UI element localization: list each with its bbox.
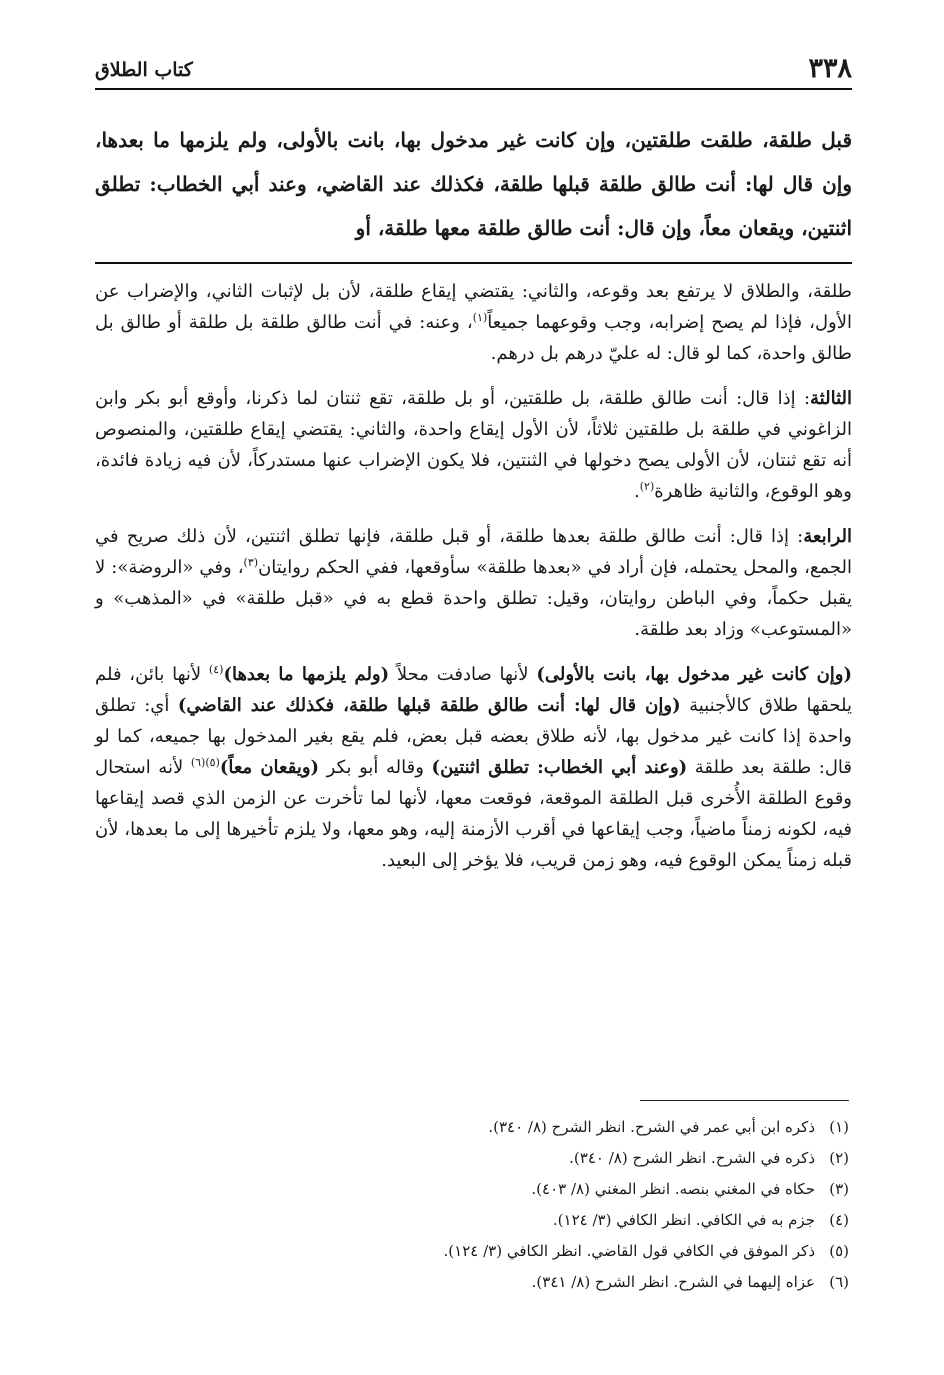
- footnote-ref-4: (٤): [208, 663, 224, 676]
- footnote-ref-5-6: (٥)(٦): [190, 756, 220, 769]
- page-number: ٣٣٨: [808, 53, 852, 84]
- main-text: قبل طلقة، طلقت طلقتين، وإن كانت غير مدخول بها، بانت بالأولى، ولم يلزمها ما بعدها، وإن قال لها: أنت طالق طلقة قبلها طلقة، فكذلك عند القاضي، وعند أبي الخطاب: تطلق اثنتين، ويقعان معاً، وإن قال: أنت طالق طلقة معها طلقة، أو: [95, 128, 852, 240]
- quoted-matn-4: (وعند أبي الخطاب: تطلق اثنتين): [431, 757, 688, 778]
- quoted-matn-2: (ولم يلزمها ما بعدها): [223, 664, 390, 685]
- commentary-paragraph-2: الثالثة: إذا قال: أنت طالق طلقة، بل طلقتين، أو بل طلقة، تقع ثنتان لما ذكرنا، وأوقع أبو بكر وابن الزاغوني في طلقة بل طلقتين ثلاثاً، لأن الأول إيقاع واحدة، والثاني: يقتضي إيقاع طلقتين، والمنصوص أنه تقع ثنتان، لأن الأولى يصح دخولها في الثنتين، فلا يكون الإضراب عنها مستدركاً، لأن فيه زيادة فائدة، وهو الوقوع، والثانية ظاهرة$^{(٢)}$.: [95, 388, 852, 502]
- footnotes: [95, 1112, 849, 1298]
- main-text-divider: [95, 262, 852, 264]
- quoted-matn-1: (وإن كانت غير مدخول بها، بانت بالأولى): [536, 664, 852, 685]
- commentary: [95, 276, 852, 890]
- page-header: [95, 52, 852, 90]
- footnote: (٤)جزم به في الكافي. انظر الكافي (٣/ ١٢٤).: [552, 1211, 849, 1229]
- quoted-matn-3: (وإن قال لها: أنت طالق طلقة قبلها طلقة، فكذلك عند القاضي): [177, 695, 681, 716]
- quoted-matn-5: (ويقعان معاً): [219, 757, 320, 778]
- footnote: (٥)ذكر الموفق في الكافي قول القاضي. انظر الكافي (٣/ ١٢٤).: [443, 1242, 849, 1260]
- footnote: (٣)حكاه في المغني بنصه. انظر المغني (٨/ ٤٠٣).: [531, 1180, 849, 1198]
- footnote-ref-3: (٣): [243, 556, 259, 569]
- footnote-ref-2: (٢): [639, 480, 655, 493]
- commentary-paragraph-3: الرابعة: إذا قال: أنت طالق طلقة بعدها طلقة، أو قبل طلقة، فإنها تطلق اثنتين، لأن ذلك صريح في الجمع، والمحل يحتمله، فإن أراد في «بعدها طلقة» سأوقعها، ففي الحكم روايتان$^{(٣)}$، وفي «الروضة»: لا يقبل حكماً، وفي الباطن روايتان، وقيل: تطلق واحدة قطع به في «قبل طلقة» في «المذهب» و «المستوعب» وزاد بعد طلقة.: [95, 526, 852, 640]
- section-label-third: الثالثة: [810, 388, 852, 409]
- footnote-ref-1: (١): [472, 311, 488, 324]
- running-title: كتاب الطلاق: [95, 59, 193, 81]
- footnote-divider: [640, 1100, 849, 1101]
- commentary-paragraph-4: (وإن كانت غير مدخول بها، بانت بالأولى) لأنها صادفت محلاً (ولم يلزمها ما بعدها)$^{(٤)}$ لأنها بائن، فلم يلحقها طلاق كالأجنبية (وإن قال لها: أنت طالق طلقة قبلها طلقة، فكذلك عند القاضي) أي: تطلق واحدة إذا كانت غير مدخول بها، لأنه طلاق بعضه قبل بعض، فلم يقع بغير المدخول بها جميعه، كما لو قال: طلقة بعد طلقة (وعند أبي الخطاب: تطلق اثنتين) وقاله أبو بكر (ويقعان معاً)$^{(٥)(٦)}$ لأنه استحال وقوع الطلقة الأُخرى قبل الطلقة الموقعة، فوقعت معها، لأنها لما تأخرت عن الزمن الذي قصد إيقاعها فيه، لكونه زمناً ماضياً، وجب إيقاعها في أقرب الأزمنة إليه، وهو معها، ولا يلزم تأخيرها إلى ما بعدها، لأن قبله زمناً يمكن الوقوع فيه، وهو زمن قريب، فلا يؤخر إلى البعيد.: [95, 663, 853, 871]
- footnote: (١)ذكره ابن أبي عمر في الشرح. انظر الشرح (٨/ ٣٤٠).: [488, 1118, 849, 1136]
- section-label-fourth: الرابعة: [803, 526, 852, 547]
- footnote: (٢)ذكره في الشرح. انظر الشرح (٨/ ٣٤٠).: [569, 1149, 849, 1167]
- commentary-paragraph-1: طلقة، والطلاق لا يرتفع بعد وقوعه، والثاني: يقتضي إيقاع طلقة، لأن بل لإثبات الثاني، والإضراب عن الأول، فإذا لم يصح إضرابه، وجب وقوعهما جميعاً$^{(١)}$، وعنه: في أنت طالق طلقة بل طلقة أو طالق بل طالق واحدة، كما لو قال: له عليّ درهم بل درهم.: [95, 281, 853, 364]
- footnote: (٦)عزاه إليهما في الشرح. انظر الشرح (٨/ ٣٤١).: [531, 1273, 849, 1291]
